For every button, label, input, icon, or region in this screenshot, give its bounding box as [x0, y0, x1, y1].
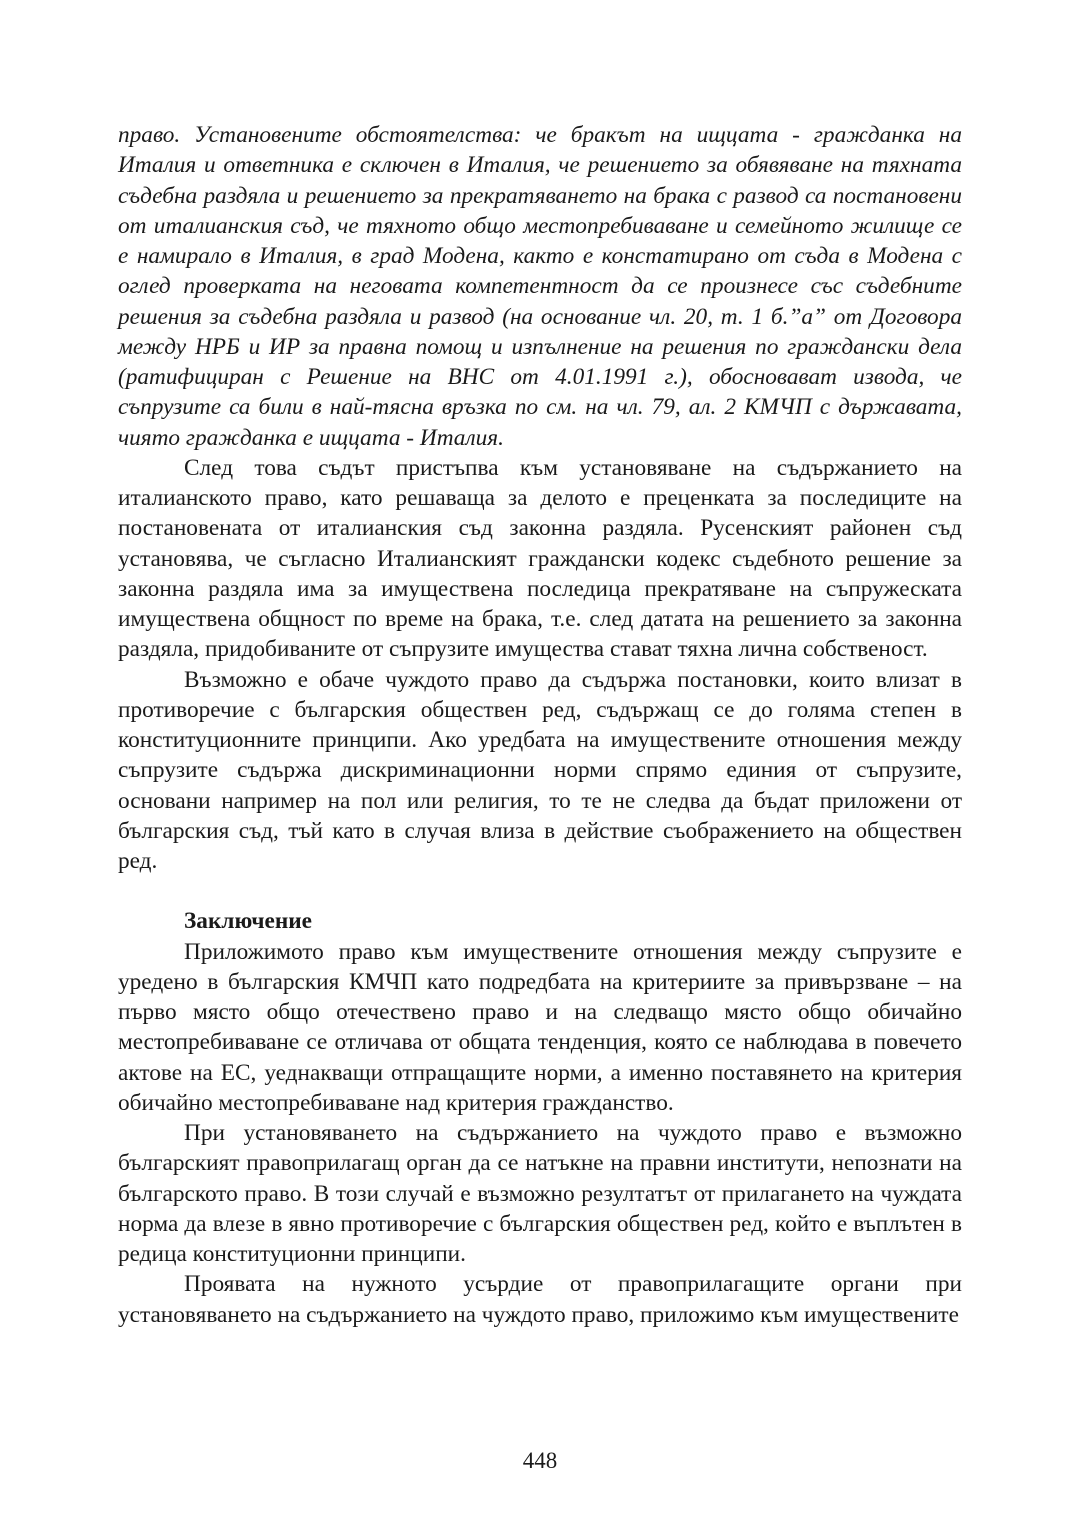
page-number: 448: [522, 1448, 558, 1473]
paragraph-conclusion-3: Проявата на нужното усърдие от правоприлагащите органи при установяването на съдържанието на чуждото право, приложимо към имуществените: [118, 1271, 962, 1328]
intro-italic-paragraph: право. Установените обстоятелства: че бракът на ищцата - гражданка на Италия и ответника е сключен в Италия, че решението за обявяване на тяхната съдебна раздяла и решението за прекратяването на брака с развод са постановени от италианския съд, че тяхното общо местопребиваване и семейното жилище се е намирало в Италия, в град Модена, както е констатирано от съда в Модена с оглед проверката на неговата компетентност да се произнесе със съдебните решения за съдебна раздяла и развод (на основание чл. 20, т. 1 б.”а” от Договора между НРБ и ИР за правна помощ и изпълнение на решения по граждански дела (ратифициран с Решение на ВНС от 4.01.1991 г.), обосновават извода, че съпрузите са били в най-тясна връзка по см. на чл. 79, ал. 2 КМЧП с държавата, чиято гражданка е ищцата - Италия.: [118, 122, 962, 451]
paragraph-court-italian-law: След това съдът пристъпва към установяване на съдържанието на италианското право, като решаваща за делото е преценката за последиците на постановената от италианския съд законна раздяла. Русенският районен съд установява, че съгласно Италианският граждански кодекс съдебното решение за законна раздяла има за имуществена последица прекратяване на съпружеската имуществена общност по време на брака, т.е. след датата на решението за законна раздяла, придобиваните от съпрузите имущества стават тяхна лична собственост.: [118, 454, 962, 663]
paragraph-conclusion-2: При установяването на съдържанието на чуждото право е възможно българският правоприлагащ орган да се натъкне на правни институти, непознати на българското право. В този случай е възможно резултатът от прилагането на чуждата норма да влезе в явно противоречие с българския обществен ред, който е въплътен в редица конституционни принципи.: [118, 1120, 962, 1267]
section-heading: Заключение: [184, 908, 313, 935]
paragraph-public-order: Възможно е обаче чуждото право да съдържа постановки, които влизат в противоречие с българския обществен ред, съдържащ се до голяма степен в конституционните принципи. Ако уредбата на имуществените отношения между съпрузите съдържа дискриминационни норми спрямо единия от съпрузите, основани например на пол или религия, то те не следва да бъдат приложени от българския съд, тъй като в случая влиза в действие съображението на обществен ред.: [118, 666, 962, 874]
body-text: [118, 120, 962, 1330]
paragraph-conclusion-1: Приложимото право към имуществените отношения между съпрузите е уредено в българския КМЧП като подредбата на критериите за привързване – на първо място общо отечествено право и на следващо място общо обичайно местопребиваване се отличава от общата тенденция, която се наблюдава в повечето актове на ЕС, уеднакващи отпращащите норми, а именно поставянето на критерия обичайно местопребиваване над критерия гражданство.: [118, 938, 962, 1116]
